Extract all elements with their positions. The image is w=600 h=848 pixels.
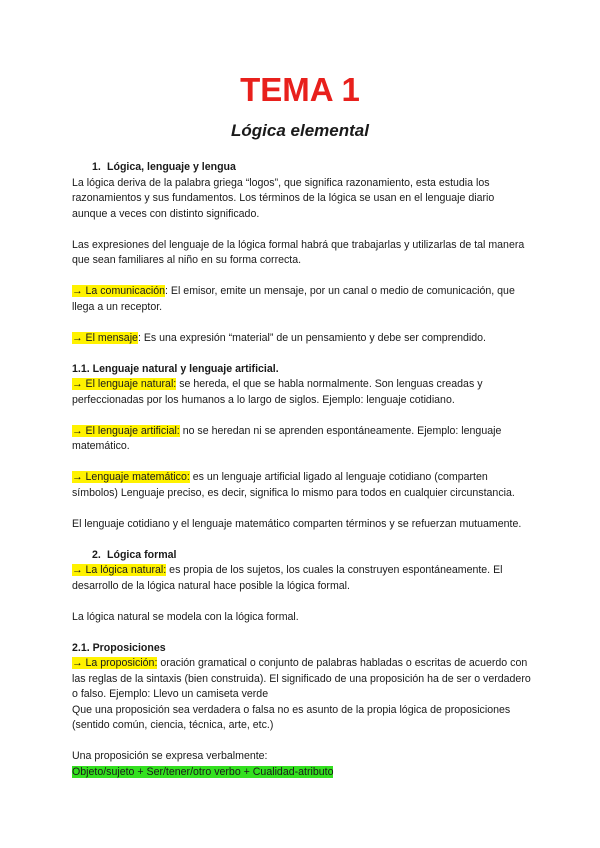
section-2-number: 2. [92,548,101,561]
highlight-lenguaje-natural: → El lenguaje natural: [72,378,177,390]
definition-mensaje [72,331,532,347]
highlight-logica-natural: → La lógica natural: [72,564,167,576]
paragraph-modela: La lógica natural se modela con la lógica formal. [72,610,299,623]
highlight-proposicion: → La proposición: [72,657,158,669]
highlight-lenguaje-matematico: → Lenguaje matemático: [72,471,190,483]
highlight-lenguaje-artificial: → El lenguaje artificial: [72,424,180,437]
definition-text: : El emisor, emite un mensaje, por un canal o medio de comunicación, que llega a un receptor. [72,285,515,313]
definition-lenguaje-matematico [72,470,532,501]
section-1-number: 1. [92,161,101,173]
paragraph-logos: La lógica deriva de la palabra griega “logos”, que significa razonamiento, esta estudia los razonamientos y sus fundamentos. Los términos de la lógica se usan en el lenguaje diario aunque a veces con distinto significado. [72,176,495,220]
section-2-title: Lógica formal [107,548,177,561]
definition-lenguaje-natural [72,377,532,408]
definition-logica-natural [72,563,532,594]
definition-proposicion [72,656,532,703]
paragraph-expresa: Una proposición se expresa verbalmente: [72,750,268,762]
paragraph-cotidiano: El lenguaje cotidiano y el lenguaje matemático comparten términos y se refuerzan mutuamente. [72,517,522,530]
definition-lenguaje-artificial [72,424,532,455]
section-2-1-heading: 2.1. Proposiciones [72,641,166,654]
definition-text: se hereda, el que se habla normalmente. Son lenguas creadas y perfeccionadas por los humanos a lo largo de siglos. Ejemplo: lenguaje cotidiano. [72,378,483,406]
highlight-formula: Objeto/sujeto + Ser/tener/otro verbo + Cualidad-atributo [72,765,334,778]
definition-text: : Es una expresión “material” de un pensamiento y debe ser comprendido. [137,331,486,344]
page-subtitle: Lógica elemental [231,121,369,140]
definition-comunicacion [72,284,532,315]
paragraph-verdad: Que una proposición sea verdadera o falsa no es asunto de la propia lógica de proposiciones (sentido común, ciencia, técnica, arte, etc.) [72,703,511,731]
section-1-heading [72,160,532,176]
formula-line [72,765,532,781]
section-1-1-heading: 1.1. Lenguaje natural y lenguaje artificial. [72,362,279,375]
page-title: TEMA 1 [240,71,360,108]
definition-text: oración gramatical o conjunto de palabras habladas o escritas de acuerdo con las reglas de la sintaxis (bien construida). El significado de una proposición ha de ser o verdadero o falso. Ejemplo: Llevo un camiseta verde [72,657,531,700]
definition-text: no se heredan ni se aprenden espontáneamente. Ejemplo: lenguaje matemático. [72,424,502,452]
section-2-heading [72,548,532,564]
section-1-title: Lógica, lenguaje y lengua [107,161,236,173]
highlight-comunicacion: → La comunicación [72,285,166,297]
definition-text: es propia de los sujetos, los cuales la construyen espontáneamente. El desarrollo de la lógica natural hace posible la lógica formal. [72,564,503,592]
definition-text: es un lenguaje artificial ligado al lenguaje cotidiano (comparten símbolos) Lenguaje preciso, es decir, significa lo mismo para todos en cualquier circunstancia. [72,471,515,499]
document-body [72,160,532,780]
paragraph-expresiones: Las expresiones del lenguaje de la lógica formal habrá que trabajarlas y utilizarlas de tal manera que sean familiares al niño en su forma correcta. [72,238,525,266]
highlight-mensaje: → El mensaje [72,331,138,344]
